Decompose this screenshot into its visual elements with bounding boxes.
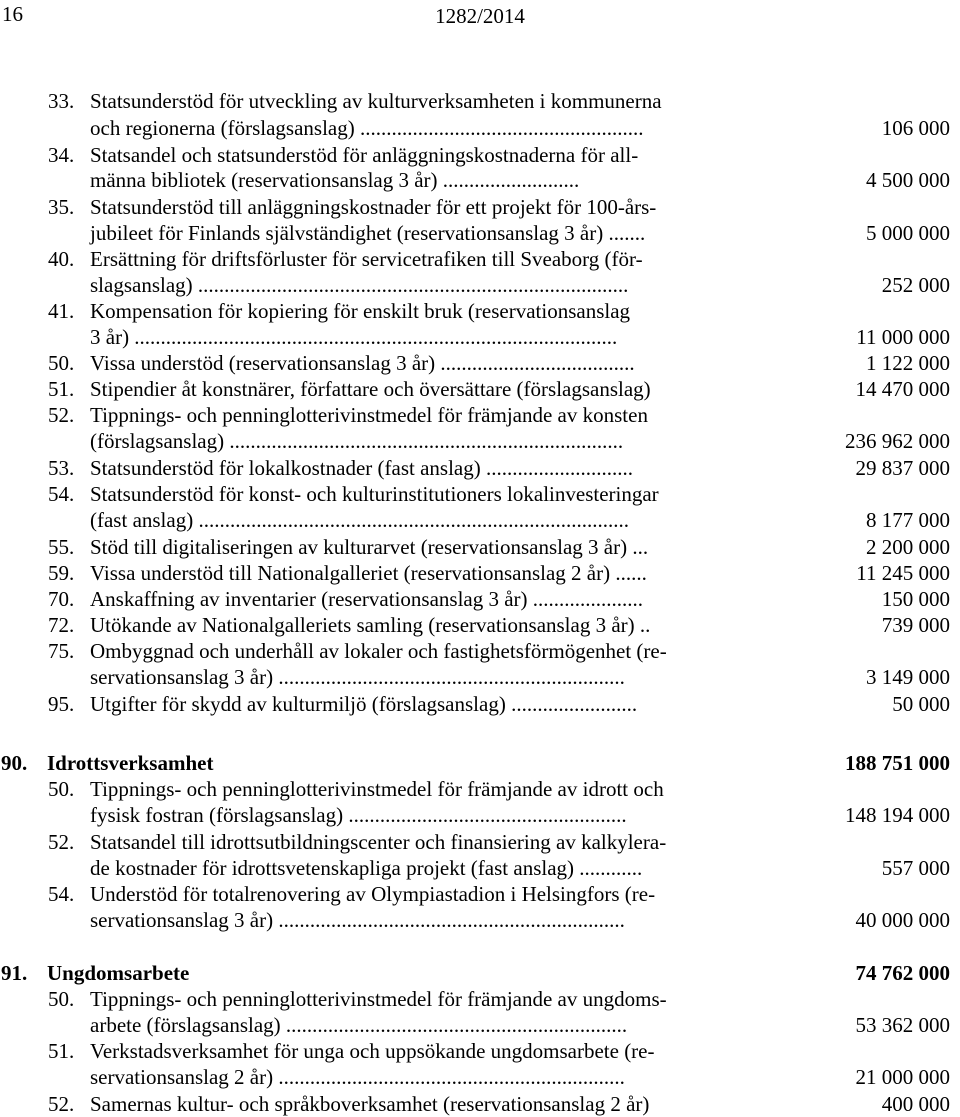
item-number: 91. <box>1 961 28 985</box>
item-description: arbete (förslagsanslag) ................................................................. <box>90 1013 628 1037</box>
item-description: Understöd för totalrenovering av Olympiastadion i Helsingfors (re- <box>90 882 656 906</box>
item-description: Anskaffning av inventarier (reservationsanslag 3 år) ..................... <box>90 587 644 611</box>
item-description: Statsunderstöd för utveckling av kulturverksamheten i kommunerna <box>90 89 662 113</box>
table-row <box>0 142 960 168</box>
item-amount: 40 000 000 <box>855 908 950 932</box>
item-amount: 21 000 000 <box>855 1065 950 1089</box>
item-amount: 53 362 000 <box>855 1013 950 1037</box>
item-number: 55. <box>48 535 75 559</box>
item-number: 75. <box>48 639 75 663</box>
table-row <box>0 664 960 690</box>
table-row <box>0 298 960 324</box>
item-amount: 50 000 <box>892 692 950 716</box>
item-number: 54. <box>48 882 75 906</box>
item-description: (fast anslag) .................................................................................. <box>90 508 629 532</box>
item-description: Ombyggnad och underhåll av lokaler och fastighetsförmögenhet (re- <box>90 639 667 663</box>
table-row <box>0 1091 960 1117</box>
item-amount: 1 122 000 <box>866 351 950 375</box>
item-description: servationsanslag 2 år) .................................................................. <box>90 1065 625 1089</box>
item-number: 52. <box>48 830 75 854</box>
item-number: 35. <box>48 195 75 219</box>
item-description: Statsandel till idrottsutbildningscenter och finansiering av kalkylera- <box>90 830 667 854</box>
item-number: 50. <box>48 987 75 1011</box>
item-number: 90. <box>1 751 28 775</box>
item-description: Tippnings- och penninglotterivinstmedel för främjande av idrott och <box>90 777 664 801</box>
item-description: Statsunderstöd för lokalkostnader (fast anslag) ............................ <box>90 456 633 480</box>
item-description: Statsunderstöd till anläggningskostnader för ett projekt för 100-års- <box>90 195 657 219</box>
table-row <box>0 194 960 220</box>
table-row <box>0 272 960 298</box>
table-row <box>0 907 960 933</box>
item-description: Utökande av Nationalgalleriets samling (reservationsanslag 3 år) .. <box>90 613 651 637</box>
table-row <box>0 88 960 114</box>
table-row <box>0 1064 960 1090</box>
table-row <box>0 220 960 246</box>
table-row <box>0 691 960 717</box>
item-number: 53. <box>48 456 75 480</box>
table-row <box>0 612 960 638</box>
table-row <box>0 560 960 586</box>
table-row <box>0 402 960 428</box>
item-description: Stöd till digitaliseringen av kulturarvet (reservationsanslag 3 år) ... <box>90 535 649 559</box>
item-number: 51. <box>48 377 75 401</box>
item-number: 70. <box>48 587 75 611</box>
item-number: 52. <box>48 403 75 427</box>
item-description: 3 år) ............................................................................................ <box>90 325 618 349</box>
table-row <box>0 350 960 376</box>
section-heading-row <box>0 750 960 776</box>
item-number: 95. <box>48 692 75 716</box>
item-description: och regionerna (förslagsanslag) ...................................................... <box>90 116 644 140</box>
item-amount: 5 000 000 <box>866 221 950 245</box>
item-number: 40. <box>48 247 75 271</box>
table-row <box>0 881 960 907</box>
item-number: 50. <box>48 351 75 375</box>
item-amount: 14 470 000 <box>855 377 950 401</box>
section-title: Idrottsverksamhet <box>47 751 214 775</box>
item-amount: 2 200 000 <box>866 535 950 559</box>
item-description: männa bibliotek (reservationsanslag 3 år) .......................... <box>90 168 580 192</box>
item-description: Statsunderstöd för konst- och kulturinstitutioners lokalinvesteringar <box>90 482 659 506</box>
item-number: 41. <box>48 299 75 323</box>
item-description: servationsanslag 3 år) .................................................................. <box>90 908 625 932</box>
item-description: slagsanslag) .................................................................................. <box>90 273 629 297</box>
item-number: 51. <box>48 1039 75 1063</box>
item-description: de kostnader för idrottsvetenskapliga projekt (fast anslag) ............ <box>90 856 643 880</box>
item-amount: 188 751 000 <box>845 751 950 775</box>
table-row <box>0 481 960 507</box>
item-amount: 150 000 <box>881 587 950 611</box>
item-description: Tippnings- och penninglotterivinstmedel för främjande av konsten <box>90 403 648 427</box>
table-row <box>0 534 960 560</box>
item-amount: 106 000 <box>881 116 950 140</box>
item-description: Ersättning för driftsförluster för servicetrafiken till Sveaborg (för- <box>90 247 643 271</box>
item-amount: 148 194 000 <box>845 803 950 827</box>
section-title: Ungdomsarbete <box>47 961 190 985</box>
table-row <box>0 829 960 855</box>
item-amount: 29 837 000 <box>855 456 950 480</box>
item-description: Vissa understöd (reservationsanslag 3 år) ..................................... <box>90 351 635 375</box>
item-description: Kompensation för kopiering för enskilt bruk (reservationsanslag <box>90 299 631 323</box>
item-description: Verkstadsverksamhet för unga och uppsökande ungdomsarbete (re- <box>90 1039 655 1063</box>
item-amount: 252 000 <box>881 273 950 297</box>
item-amount: 11 000 000 <box>856 325 950 349</box>
table-row <box>0 986 960 1012</box>
item-amount: 3 149 000 <box>866 665 950 689</box>
item-number: 52. <box>48 1092 75 1116</box>
item-number: 54. <box>48 482 75 506</box>
item-amount: 557 000 <box>881 856 950 880</box>
item-description: Tippnings- och penninglotterivinstmedel för främjande av ungdoms- <box>90 987 667 1011</box>
table-row <box>0 638 960 664</box>
table-row <box>0 776 960 802</box>
item-amount: 739 000 <box>881 613 950 637</box>
item-number: 72. <box>48 613 75 637</box>
table-row <box>0 855 960 881</box>
item-description: Stipendier åt konstnärer, författare och översättare (förslagsanslag) <box>90 377 651 401</box>
item-number: 34. <box>48 143 75 167</box>
item-number: 59. <box>48 561 75 585</box>
item-amount: 400 000 <box>881 1092 950 1116</box>
item-number: 50. <box>48 777 75 801</box>
table-row <box>0 324 960 350</box>
item-amount: 236 962 000 <box>845 429 950 453</box>
section-heading-row <box>0 960 960 986</box>
item-description: Vissa understöd till Nationalgalleriet (reservationsanslag 2 år) ...... <box>90 561 647 585</box>
item-amount: 4 500 000 <box>866 168 950 192</box>
page-number: 16 <box>2 2 23 26</box>
item-number: 33. <box>48 89 75 113</box>
item-amount: 11 245 000 <box>856 561 950 585</box>
item-description: (förslagsanslag) ........................................................................... <box>90 429 624 453</box>
table-row <box>0 115 960 141</box>
table-row <box>0 1012 960 1038</box>
item-description: fysisk fostran (förslagsanslag) ..................................................... <box>90 803 627 827</box>
table-row <box>0 507 960 533</box>
item-description: Utgifter för skydd av kulturmiljö (förslagsanslag) ........................ <box>90 692 638 716</box>
table-row <box>0 586 960 612</box>
document-id: 1282/2014 <box>435 4 525 28</box>
table-row <box>0 428 960 454</box>
item-description: Statsandel och statsunderstöd för anläggningskostnaderna för all- <box>90 143 639 167</box>
table-row <box>0 167 960 193</box>
item-amount: 74 762 000 <box>855 961 950 985</box>
item-description: Samernas kultur- och språkboverksamhet (reservationsanslag 2 år) <box>90 1092 650 1116</box>
table-row <box>0 376 960 402</box>
item-amount: 8 177 000 <box>866 508 950 532</box>
table-row <box>0 455 960 481</box>
item-description: servationsanslag 3 år) .................................................................. <box>90 665 625 689</box>
table-row <box>0 246 960 272</box>
table-row <box>0 802 960 828</box>
item-description: jubileet för Finlands självständighet (reservationsanslag 3 år) ....... <box>90 221 646 245</box>
table-row <box>0 1038 960 1064</box>
